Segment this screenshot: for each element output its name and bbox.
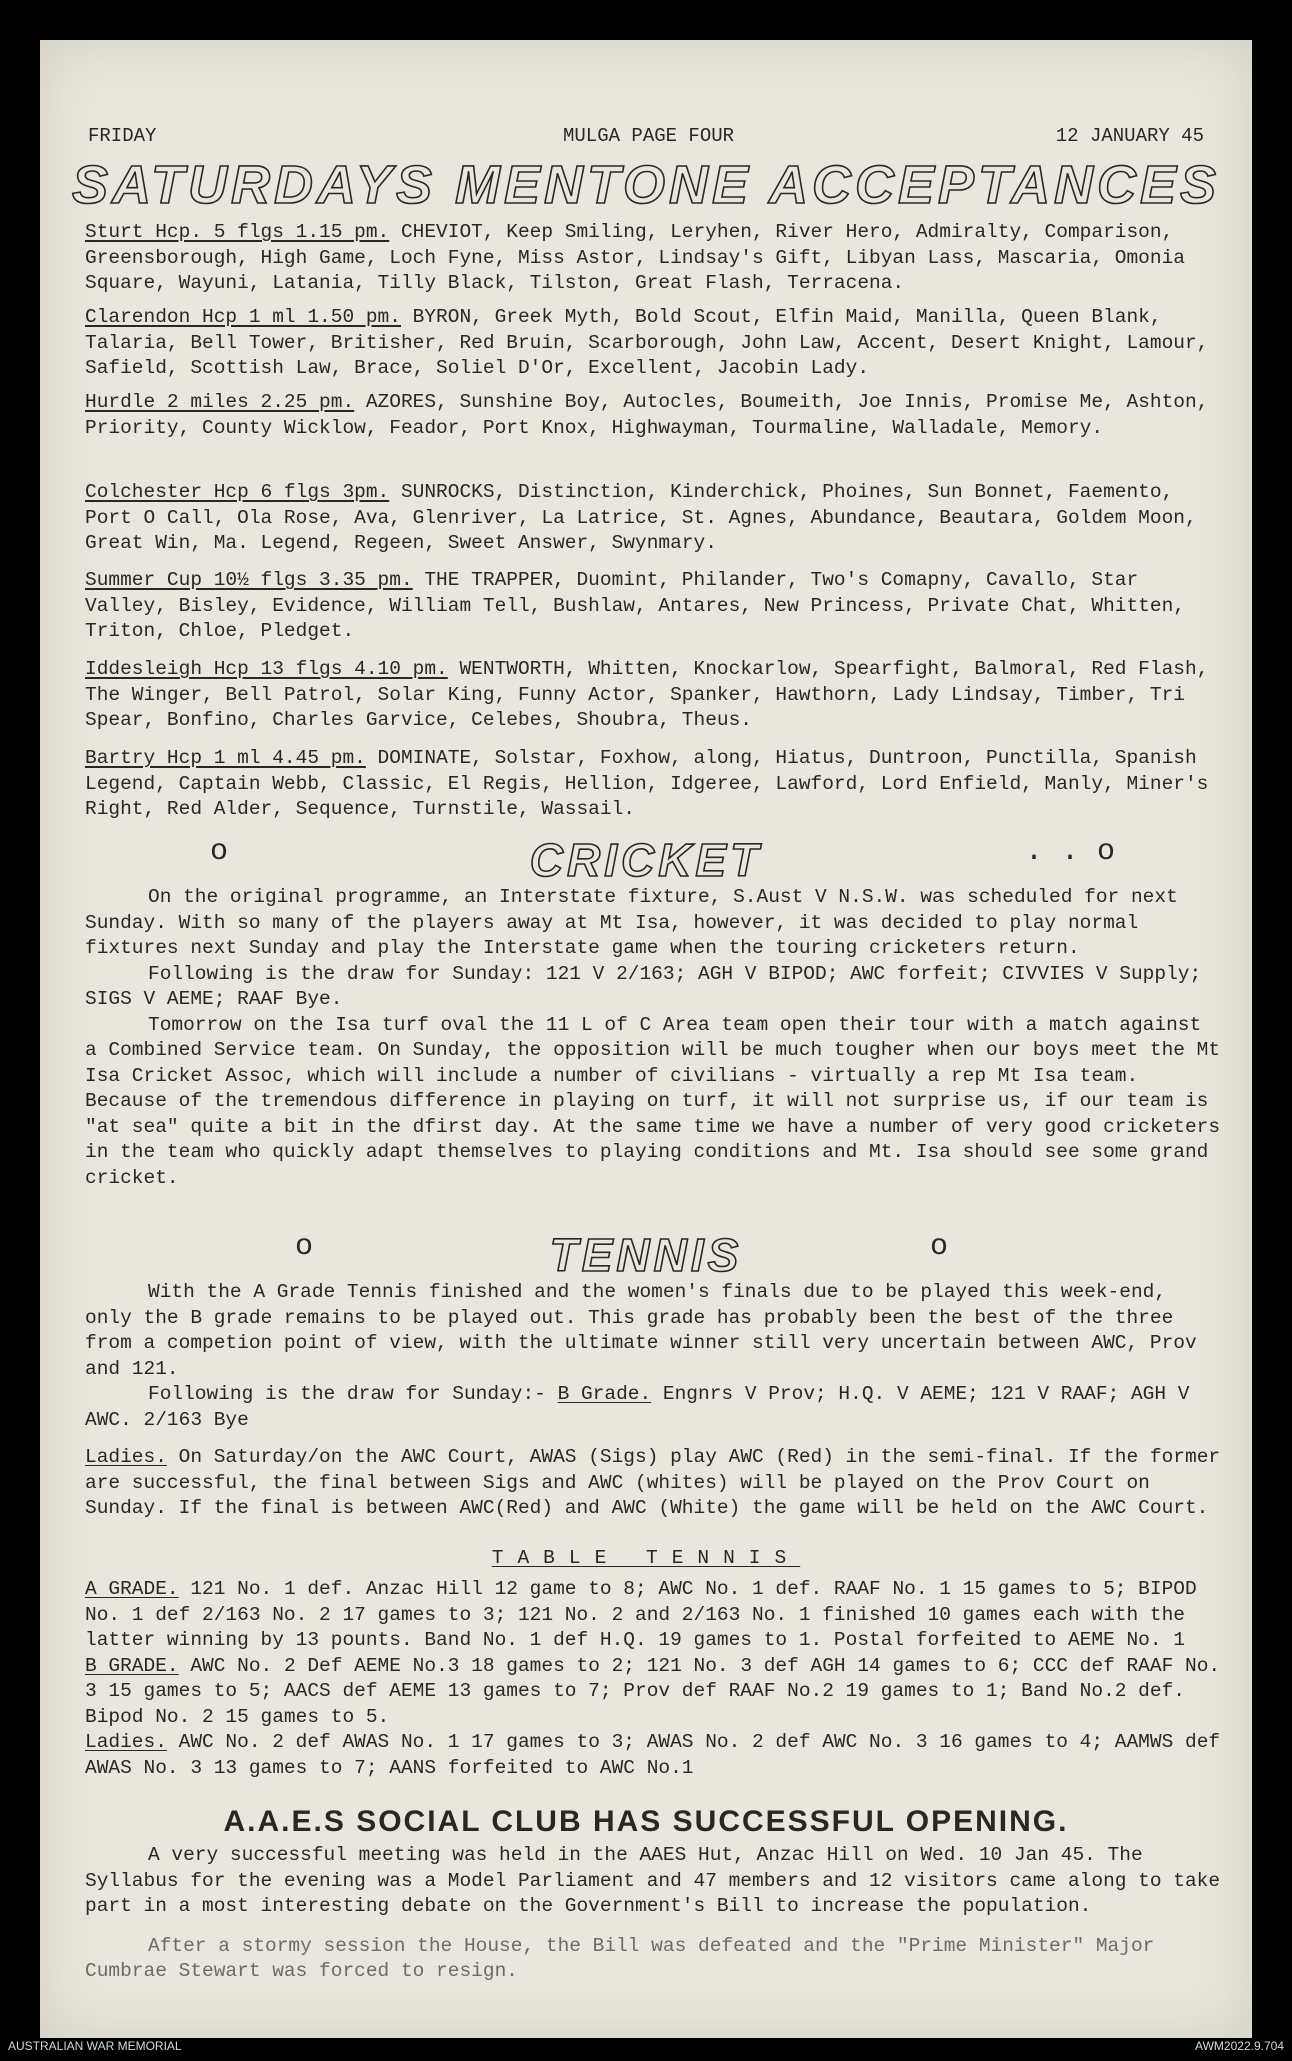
draw-text: Engnrs V Prov; H.Q. V AEME; 121 V RAAF; AGH V AWC. 2/163 Bye (85, 1383, 1190, 1431)
social-paragraph: After a stormy session the House, the Bill was defeated and the "Prime Minister" Major Cumbrae Stewart was forced to resign. (85, 1934, 1155, 1982)
circle-ornament: . . o (1025, 835, 1116, 869)
b-grade-results (85, 1654, 1222, 1731)
header-page: MULGA PAGE FOUR (563, 125, 735, 147)
race-heading: Summer Cup 10½ flgs 3.35 pm. (85, 569, 413, 591)
race-field: SUNROCKS, Distinction, Kinderchick, Phoines, Sun Bonnet, Faemento, Port O Call, Ola Rose, Ava, Glenriver, La Latrice, St. Agnes, Abundance, Beautara, Goldem Moon, Great Win, Ma. Legend, Regeen, Sweet Answer, Swynmary. (85, 481, 1197, 554)
race-summer-cup (85, 568, 1222, 645)
race-bartry (85, 746, 1222, 823)
social-club-article (85, 1843, 1222, 1985)
race-heading: Colchester Hcp 6 flgs 3pm. (85, 481, 390, 503)
table-tennis-title: TABLE TENNIS (491, 1547, 801, 1569)
cricket-article (85, 885, 1222, 1191)
race-heading: Hurdle 2 miles 2.25 pm. (85, 391, 355, 413)
draw-grade: B Grade. (557, 1383, 652, 1405)
tennis-paragraph: With the A Grade Tennis finished and the women's finals due to be played this week-end, only the B grade remains to be played out. This grade has probably been the best of the three from a competion point of view, with the ultimate winner still very uncertain between AWC, Prov and 121. (85, 1281, 1197, 1380)
circle-ornament: o (930, 1230, 949, 1264)
circle-ornament: o (210, 835, 229, 869)
ladies-results (85, 1730, 1222, 1781)
draw-lead: Following is the draw for Sunday:- (148, 1383, 558, 1405)
race-field: THE TRAPPER, Duomint, Philander, Two's Comapny, Cavallo, Star Valley, Bisley, Evidence, William Tell, Bushlaw, Antares, New Princess, Private Chat, Whitten, Triton, Chloe, Pledget. (85, 569, 1185, 642)
header-day: FRIDAY (88, 125, 157, 147)
race-clarendon (85, 305, 1222, 382)
a-grade-text: 121 No. 1 def. Anzac Hill 12 game to 8; AWC No. 1 def. RAAF No. 1 15 games to 5; BIPOD No. 1 def 2/163 No. 2 17 games to 3; 121 No. 2 and 2/163 No. 1 finished 10 games each with the latter winning by 13 pounts. Band No. 1 def H.Q. 19 games to 1. Postal forfeited to AEME No. 1 (85, 1578, 1197, 1651)
race-field: BYRON, Greek Myth, Bold Scout, Elfin Maid, Manilla, Queen Blank, Talaria, Bell Tower, Britisher, Red Bruin, Scarborough, John Law, Accent, Desert Knight, Lamour, Safield, Scottish Law, Brace, Soliel D'Or, Excellent, Jacobin Lady. (85, 306, 1209, 379)
race-heading: Clarendon Hcp 1 ml 1.50 pm. (85, 306, 401, 328)
race-heading: Bartry Hcp 1 ml 4.45 pm. (85, 747, 366, 769)
race-field: DOMINATE, Solstar, Foxhow, along, Hiatus, Duntroon, Punctilla, Spanish Legend, Captain Webb, Classic, El Regis, Hellion, Idgeree, Lawford, Lord Enfield, Manly, Miner's Right, Red Alder, Sequence, Turnstile, Wassail. (85, 747, 1209, 820)
circle-ornament: o (295, 1230, 314, 1264)
newspaper-page (40, 40, 1252, 2038)
ladies-results-text: AWC No. 2 def AWAS No. 1 17 games to 3; AWAS No. 2 def AWC No. 3 16 games to 4; AAMWS def AWAS No. 3 13 games to 7; AANS forfeited to AWC No.1 (85, 1731, 1221, 1779)
cricket-paragraph: Following is the draw for Sunday: 121 V 2/163; AGH V BIPOD; AWC forfeit; CIVVIES V Supply; SIGS V AEME; RAAF Bye. (85, 962, 1202, 1010)
race-heading: Sturt Hcp. 5 flgs 1.15 pm. (85, 221, 390, 243)
tennis-draw (85, 1382, 1222, 1433)
header-date: 12 JANUARY 45 (1055, 125, 1204, 147)
tennis-ladies (85, 1445, 1222, 1522)
social-paragraph: A very successful meeting was held in the AAES Hut, Anzac Hill on Wed. 10 Jan 45. The Syllabus for the evening was a Model Parliament and 47 members and 12 visitors came along to take part in a most interesting debate on the Government's Bill to increase the population. (85, 1844, 1221, 1917)
ladies-label: Ladies. (85, 1446, 167, 1468)
archive-id: AWM2022.9.704 (1195, 2039, 1284, 2053)
main-title: SATURDAYS MENTONE ACCEPTANCES (71, 155, 1221, 215)
tennis-article (85, 1280, 1222, 1522)
race-colchester (85, 480, 1222, 557)
tennis-title: TENNIS (549, 1229, 743, 1281)
b-grade-label: B GRADE. (85, 1654, 179, 1677)
social-club-headline: A.A.E.S SOCIAL CLUB HAS SUCCESSFUL OPENING. (223, 1805, 1069, 1838)
race-heading: Iddesleigh Hcp 13 flgs 4.10 pm. (85, 658, 448, 680)
a-grade-results (85, 1577, 1222, 1654)
ladies-text: On Saturday/on the AWC Court, AWAS (Sigs) play AWC (Red) in the semi-final. If the former are successful, the final between Sigs and AWC (whites) will be played on the Prov Court on Sunday. If the final is between AWC(Red) and AWC (White) the game will be held on the AWC Court. (85, 1446, 1221, 1519)
cricket-title: CRICKET (529, 834, 763, 886)
b-grade-text: AWC No. 2 Def AEME No.3 18 games to 2; 121 No. 3 def AGH 14 games to 6; CCC def RAAF No. 3 15 games to 5; AACS def AEME 13 games to 7; Prov def RAAF No.2 19 games to 1; Band No.2 def. Bipod No. 2 15 games to 5. (85, 1654, 1221, 1728)
archive-credit: AUSTRALIAN WAR MEMORIAL (8, 2039, 182, 2053)
ladies-results-label: Ladies. (85, 1731, 167, 1753)
race-field: CHEVIOT, Keep Smiling, Leryhen, River Hero, Admiralty, Comparison, Greensborough, High Game, Loch Fyne, Miss Astor, Lindsay's Gift, Libyan Lass, Mascaria, Omonia Square, Wayuni, Latania, Tilly Black, Tilston, Great Flash, Terracena. (85, 221, 1185, 294)
cricket-paragraph: On the original programme, an Interstate fixture, S.Aust V N.S.W. was scheduled for next Sunday. With so many of the players away at Mt Isa, however, it was decided to play normal fixtures next Sunday and play the Interstate game when the touring cricketers return. (85, 886, 1178, 959)
page-header (88, 125, 1204, 151)
race-sturt (85, 220, 1222, 297)
race-hurdle (85, 390, 1222, 441)
a-grade-label: A GRADE. (85, 1578, 179, 1600)
race-field: WENTWORTH, Whitten, Knockarlow, Spearfight, Balmoral, Red Flash, The Winger, Bell Patrol, Solar King, Funny Actor, Spanker, Hawthorn, Lady Lindsay, Timber, Tri Spear, Bonfino, Charles Garvice, Celebes, Shoubra, Theus. (85, 658, 1209, 731)
race-iddesleigh (85, 657, 1222, 734)
race-field: AZORES, Sunshine Boy, Autocles, Boumeith, Joe Innis, Promise Me, Ashton, Priority, County Wicklow, Feador, Port Knox, Highwayman, Tourmaline, Walladale, Memory. (85, 391, 1209, 439)
cricket-paragraph: Tomorrow on the Isa turf oval the 11 L of C Area team open their tour with a match against a Combined Service team. On Sunday, the opposition will be much tougher when our boys meet the Mt Isa Cricket Assoc, which will include a number of civilians - virtually a rep Mt Isa team. Because of the tremendous difference in playing on turf, it will not surprise us, if our team is "at sea" quite a bit in the dfirst day. At the same time we have a number of very good cricketers in the team who quickly adapt themselves to playing conditions and Mt. Isa should see some grand cricket. (85, 1013, 1221, 1189)
table-tennis-results (85, 1577, 1222, 1781)
